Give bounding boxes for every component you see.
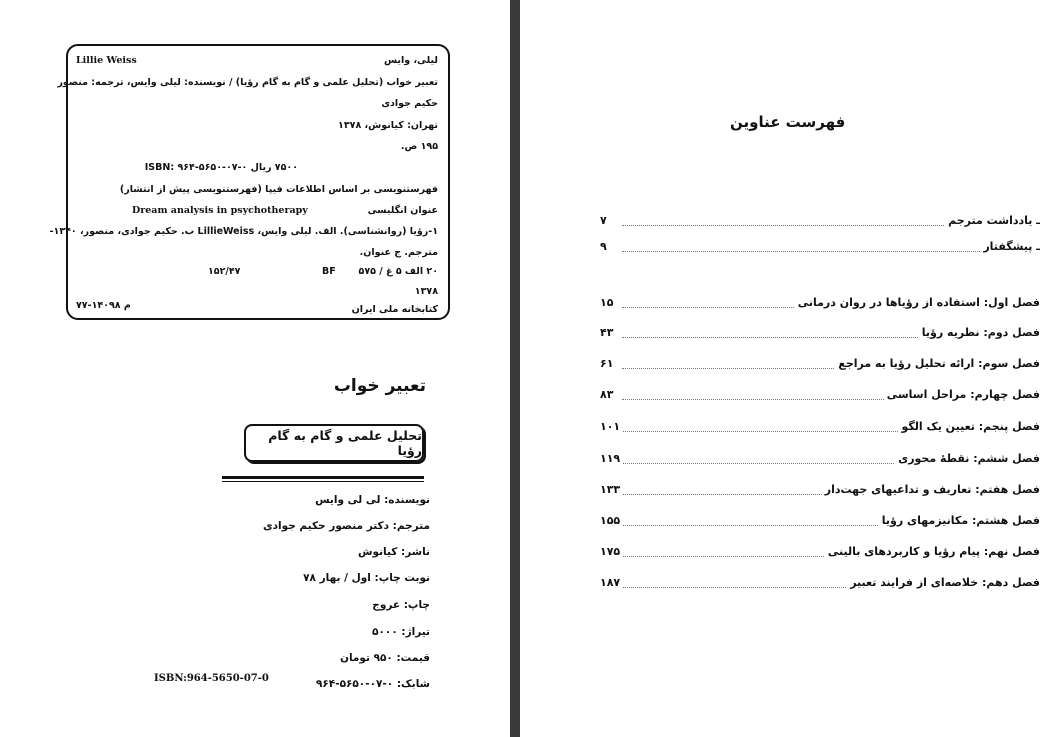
toc-label: فصل چهارم: مراحل اساسی <box>884 388 1040 401</box>
divider-thin <box>222 481 424 482</box>
card-price-isbn: ۷۵۰۰ ریال ۰-۰۷-۵۶۵۰-۹۶۴ :ISBN <box>144 162 298 173</box>
toc-page-number: ۱۱۹ <box>600 452 623 465</box>
toc-row <box>600 576 1040 594</box>
card-publication: تهران: کیانوش، ۱۳۷۸ <box>338 120 438 131</box>
toc-page-number: ۱۳۳ <box>600 483 623 496</box>
colophon-isbn-latin: ISBN:964-5650-07-0 <box>154 673 269 684</box>
catalog-card <box>49 44 450 320</box>
colophon-edition: نوبت چاپ: اول / بهار ۷۸ <box>303 572 430 584</box>
toc-label: فصل نهم: پیام رؤیا و کاربردهای بالینی <box>825 545 1040 558</box>
toc-title: فهرست عناوین <box>730 113 846 131</box>
card-pages: ۱۹۵ ص. <box>400 141 438 152</box>
card-original-title: Dream analysis in psychotherapy <box>132 205 308 216</box>
colophon-author: نویسنده: لی لی وایس <box>315 494 430 506</box>
toc-page-number: ۱۵۵ <box>600 514 623 527</box>
toc-row <box>600 545 1040 563</box>
colophon-printer: چاپ: عروج <box>372 599 430 611</box>
card-class-mid: BF <box>322 266 336 277</box>
toc-page-number: ۴۳ <box>600 326 616 339</box>
toc-row <box>600 420 1040 438</box>
colophon-circulation: تیراژ: ۵۰۰۰ <box>372 626 430 638</box>
card-class-year: ۱۳۷۸ <box>414 286 438 297</box>
card-original-title-label: عنوان انگلیسی <box>367 205 438 216</box>
toc-label: فصل هفتم: تعاریف و تداعیهای جهت‌دار <box>822 483 1040 496</box>
toc-label: فصل دوم: نظریه رؤیا <box>919 326 1040 339</box>
colophon-publisher: ناشر: کیانوش <box>358 546 430 558</box>
card-title-line-2: حکیم جوادی <box>381 98 438 109</box>
toc-row <box>600 452 1040 470</box>
card-library-number: م ۱۴۰۹۸-۷۷ <box>76 300 131 311</box>
right-page <box>520 0 1040 737</box>
toc-page-number: ۱۸۷ <box>600 576 623 589</box>
card-subjects-line-1: ۱-رؤیا (روانشناسی). الف. لیلی وایس، LillieWeiss ب. حکیم جوادی، منصور، ۱۳۴۰- <box>49 226 438 237</box>
toc-row <box>600 240 1040 258</box>
toc-page-number: ۹ <box>600 240 610 253</box>
left-page <box>0 0 510 737</box>
toc-page-number: ۷ <box>600 214 610 227</box>
toc-row <box>600 514 1040 532</box>
book-subtitle-box <box>244 424 424 462</box>
book-subtitle: تحلیل علمی و گام به گام رؤیا <box>268 428 422 458</box>
card-subjects-line-2: مترجم. ج عنوان. <box>359 247 438 258</box>
toc-label: فصل دهم: خلاصه‌ای از فرایند تعبیر <box>847 576 1040 589</box>
colophon-isbn: شابک: ۰-۰۷-۵۶۵۰-۹۶۴ <box>315 678 430 690</box>
toc-page-number: ۱۵ <box>600 296 616 309</box>
toc-page-number: ۱۷۵ <box>600 545 623 558</box>
toc-page-number: ۸۳ <box>600 388 616 401</box>
toc-row <box>600 214 1040 232</box>
card-author: لیلی، وایس <box>383 55 438 66</box>
toc-row <box>600 326 1040 344</box>
card-class-left: ۱۵۲/۴۷ <box>208 266 241 277</box>
toc-label: ـ پیشگفتار <box>980 240 1040 253</box>
divider-thick <box>222 476 424 479</box>
toc-page-number: ۶۱ <box>600 357 616 370</box>
card-title-line-1: تعبیر خواب (تحلیل علمی و گام به گام رؤیا) / نویسنده: لیلی وایس، ترجمه: منصور <box>57 77 438 88</box>
card-author-latin: Lillie Weiss <box>76 55 137 66</box>
toc-label: ـ یادداشت مترجم <box>945 214 1040 227</box>
toc-page-number: ۱۰۱ <box>600 420 623 433</box>
toc-row <box>600 483 1040 501</box>
colophon-price: قیمت: ۹۵۰ تومان <box>340 652 430 664</box>
toc-label: فصل هشتم: مکانیزمهای رؤیا <box>879 514 1040 527</box>
book-spine <box>510 0 520 737</box>
book-title: تعبیر خواب <box>333 376 426 396</box>
toc-row <box>600 357 1040 375</box>
colophon-translator: مترجم: دکتر منصور حکیم جوادی <box>263 520 430 532</box>
card-class-right: ۲۰ الف ۵ غ / ۵۷۵ <box>358 266 438 277</box>
card-cip-note: فهرستنویسی بر اساس اطلاعات فیپا (فهرستنویسی پیش از انتشار) <box>119 184 438 195</box>
toc-row <box>600 388 1040 406</box>
toc-label: فصل سوم: ارائه تحلیل رؤیا به مراجع <box>835 357 1040 370</box>
toc-row <box>600 296 1040 314</box>
toc-label: فصل اول: استفاده از رؤیاها در روان درمانی <box>795 296 1040 309</box>
toc-label: فصل پنجم: تعیین یک الگو <box>898 420 1040 433</box>
card-library: کتابخانه ملی ایران <box>351 304 438 315</box>
toc-label: فصل ششم: نقطهٔ محوری <box>895 452 1040 465</box>
